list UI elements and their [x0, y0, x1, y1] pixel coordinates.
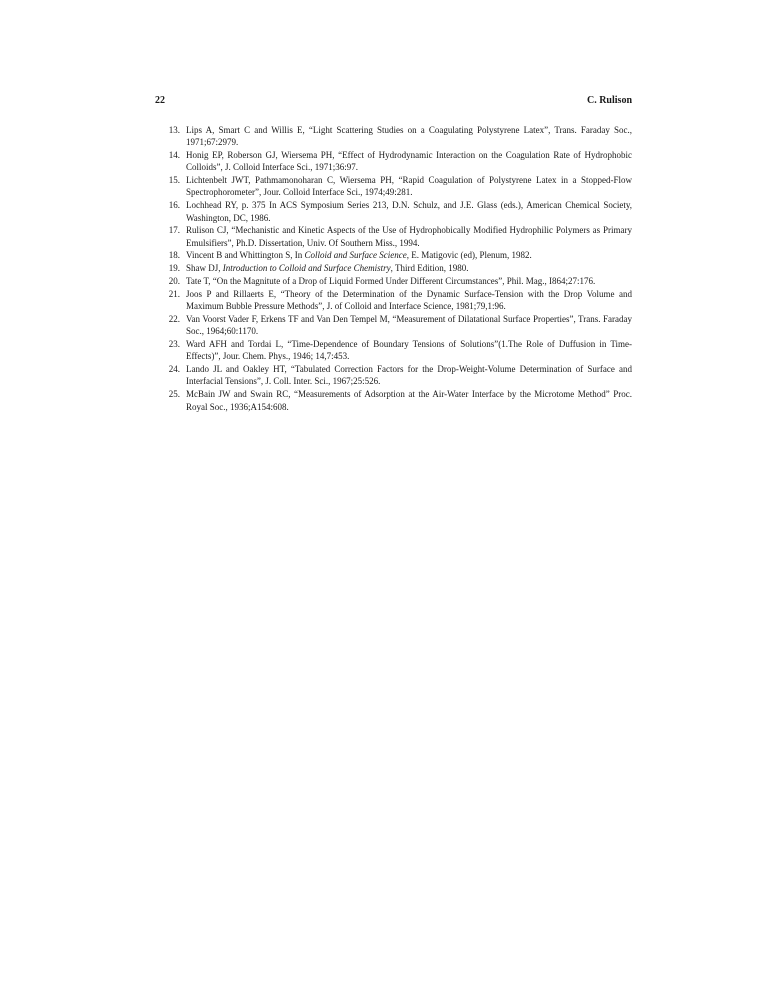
reference-item: [164, 174, 632, 199]
reference-item: [164, 249, 632, 261]
reference-text: Ward AFH and Tordai L, “Time-Dependence of Boundary Tensions of Solutions”(1.The Role of Duffusion in Time-Effects)”, Jour. Chem. Phys., 1946; 14,7:453.: [186, 339, 632, 362]
reference-item: [164, 262, 632, 274]
reference-list: [164, 124, 632, 413]
reference-item: [164, 199, 632, 224]
reference-item: [164, 388, 632, 413]
reference-text: McBain JW and Swain RC, “Measurements of Adsorption at the Air-Water Interface by the Microtome Method” Proc. Royal Soc., 1936;A154:608.: [186, 389, 632, 412]
reference-book-title: Introduction to Colloid and Surface Chemistry: [222, 263, 391, 274]
reference-text: Lips A, Smart C and Willis E, “Light Scattering Studies on a Coagulating Polystyrene Latex”, Trans. Faraday Soc., 1971;67:2979.: [186, 125, 632, 148]
reference-item: [164, 124, 632, 149]
reference-text: Rulison CJ, “Mechanistic and Kinetic Aspects of the Use of Hydrophobically Modified Hydrophilic Polymers as Primary Emulsifiers”, Ph.D. Dissertation, Univ. Of Southern Miss., 1994.: [186, 225, 632, 248]
reference-text: Joos P and Rillaerts E, “Theory of the Determination of the Dynamic Surface-Tension with the Drop Volume and Maximum Bubble Pressure Methods”, J. of Colloid and Interface Science, 1981;79,1:96.: [186, 288, 632, 312]
page-header: [155, 95, 632, 109]
reference-text: Lando JL and Oakley HT, “Tabulated Correction Factors for the Drop-Weight-Volume Determination of Surface and Interfacial Tensions”, J. Coll. Inter. Sci., 1967;25:526.: [186, 364, 632, 387]
reference-number: 20.: [168, 276, 180, 287]
reference-number: 17.: [168, 225, 180, 236]
reference-text-pre: Shaw DJ,: [186, 263, 223, 274]
reference-text: Tate T, “On the Magnitute of a Drop of Liquid Formed Under Different Circumstances”, Phil. Mag., I864;27:176.: [186, 276, 596, 287]
reference-text: Van Voorst Vader F, Erkens TF and Van Den Tempel M, “Measurement of Dilatational Surface Properties”, Trans. Faraday Soc., 1964;60:1170.: [186, 313, 632, 337]
reference-text: Lichtenbelt JWT, Pathmamonoharan C, Wiersema PH, “Rapid Coagulation of Polystyrene Latex in a Stopped-Flow Spectrophorometer”, Jour. Colloid Interface Sci., 1974;49:281.: [186, 175, 632, 198]
reference-item: [164, 363, 632, 388]
reference-item: [164, 288, 632, 313]
reference-item: [164, 275, 632, 287]
page-number: 22: [155, 95, 165, 106]
reference-number: 19.: [168, 263, 180, 274]
reference-number: 25.: [168, 389, 180, 400]
reference-number: 23.: [168, 339, 180, 350]
reference-text-post: , Third Edition, 1980.: [390, 263, 469, 274]
reference-number: 22.: [168, 313, 180, 324]
reference-item: [164, 224, 632, 249]
reference-text-pre: Vincent B and Whittington S, In: [186, 250, 305, 261]
reference-text: Lochhead RY, p. 375 In ACS Symposium Series 213, D.N. Schulz, and J.E. Glass (eds.), American Chemical Society, Washington, DC, 1986.: [186, 200, 632, 223]
reference-text: [186, 262, 632, 274]
reference-number: 24.: [168, 364, 180, 375]
reference-book-title: Colloid and Surface Science,: [304, 250, 410, 261]
reference-item: [164, 149, 632, 174]
reference-number: 14.: [168, 150, 180, 161]
reference-text: Honig EP, Roberson GJ, Wiersema PH, “Effect of Hydrodynamic Interaction on the Coagulation Rate of Hydrophobic Colloids”, J. Colloid Interface Sci., 1971;36:97.: [186, 150, 632, 173]
reference-item: [164, 338, 632, 363]
reference-text: [186, 249, 632, 261]
reference-number: 18.: [168, 250, 180, 261]
running-head: C. Rulison: [586, 95, 632, 106]
reference-item: [164, 313, 632, 338]
reference-number: 15.: [168, 175, 180, 186]
reference-number: 21.: [168, 288, 180, 299]
reference-text-post: E. Matigovic (ed), Plenum, 1982.: [409, 250, 532, 261]
reference-number: 13.: [168, 125, 180, 135]
reference-number: 16.: [168, 200, 180, 211]
